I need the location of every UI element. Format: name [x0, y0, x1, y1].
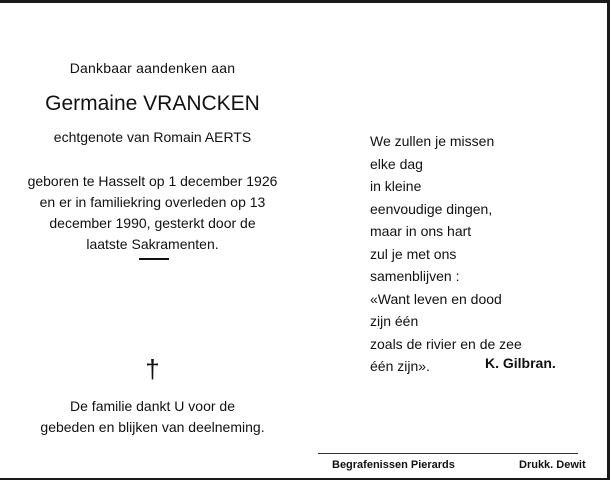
poem-line: één zijn». — [370, 358, 430, 374]
poem-signature: K. Gilbran. — [485, 355, 556, 371]
poem-line: maar in ons hart — [370, 223, 472, 239]
poem-line: elke dag — [370, 155, 423, 172]
biography-line: december 1990, gesterkt door de — [49, 215, 256, 231]
poem-line: zoals de rivier en de zee — [370, 335, 522, 352]
deceased-name: Germaine VRANCKEN — [45, 92, 260, 115]
family-thanks — [0, 396, 305, 438]
poem-line: We zullen je missen — [370, 133, 495, 149]
thanks-line: gebeden en blijken van deelneming. — [40, 419, 265, 435]
poem-line: zijn één — [370, 313, 419, 329]
spouse-line: echtgenote van Romain AERTS — [53, 129, 252, 145]
poem-line: «Want leven en dood — [370, 290, 502, 307]
biography-line: en er in familiekring overleden op 13 — [39, 194, 266, 210]
thanks-line: De familie dankt U voor de — [70, 398, 235, 414]
poem-line: zul je met ons — [370, 245, 457, 262]
poem — [370, 130, 522, 378]
poem-line: in kleine — [370, 178, 422, 194]
memorial-header: Dankbaar aandenken aan — [69, 60, 236, 76]
biography-line: laatste Sakramenten. — [86, 236, 219, 252]
funeral-home-credit: Begrafenissen Pierards — [332, 459, 455, 471]
poem-line: eenvoudige dingen, — [370, 200, 493, 217]
cross-icon: † — [145, 354, 160, 384]
biography-line: geboren te Hasselt op 1 december 1926 — [27, 173, 278, 189]
poem-line: samenblijven : — [370, 268, 460, 284]
biography — [0, 171, 305, 255]
divider-dash — [139, 258, 169, 260]
printer-credit: Drukk. Dewit — [519, 459, 586, 471]
footer-rule — [318, 453, 578, 454]
